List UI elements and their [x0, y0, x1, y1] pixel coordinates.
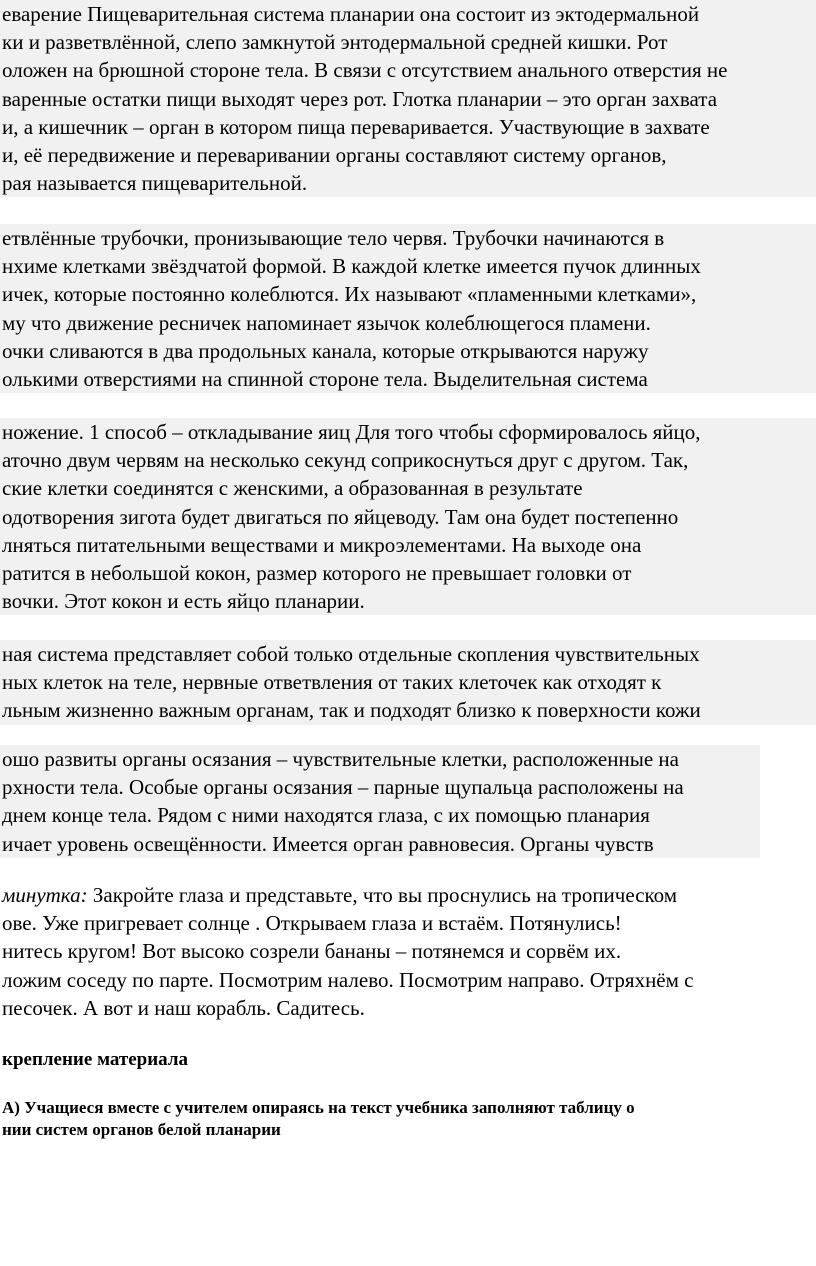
text-line: А) Учащиеся вместе с учителем опираясь на текст учебника заполняют таблицу о — [2, 1098, 635, 1117]
nervous-system-paragraph — [0, 640, 816, 725]
break-text: Закройте глаза и представьте, что вы проснулись на тропическом — [87, 883, 678, 907]
text-line: днем конце тела. Рядом с ними находятся глаза, с их помощью планария — [2, 803, 650, 828]
text-line: рая называется пищеварительной. — [2, 171, 308, 196]
senses-paragraph — [0, 745, 760, 858]
text-line: ножение. 1 способ – откладывание яиц Для того чтобы сформировалось яйцо, — [2, 420, 701, 444]
reproduction-paragraph — [0, 418, 816, 615]
text-line: му что движение ресничек напоминает язычок колеблющегося пламени. — [2, 310, 651, 335]
text-line: ная система представляет собой только отдельные скопления чувствительных — [2, 642, 700, 666]
excretion-paragraph — [0, 224, 816, 393]
task-paragraph — [0, 1097, 816, 1141]
physical-break-paragraph — [0, 881, 816, 1022]
text-line: ратится в небольшой кокон, размер которого не превышает головки от — [2, 561, 632, 586]
text-line: ове. Уже пригревает солнце . Открываем глаза и встаём. Потянулись! — [2, 911, 622, 936]
text-line: ичек, которые постоянно колеблются. Их называют «пламенными клетками», — [2, 282, 697, 307]
text-line: и, её передвижение и переваривании органы составляют систему органов, — [2, 143, 667, 168]
text-line: ных клеток на теле, нервные ответвления от таких клеточек как отходят к — [2, 670, 662, 695]
text-line: олькими отверстиями на спинной стороне тела. Выделительная система — [2, 367, 648, 392]
text-line: очки сливаются в два продольных канала, которые открываются наружу — [2, 338, 649, 363]
text-line: нитесь кругом! Вот высоко созрели бананы – потянемся и сорвём их. — [2, 939, 622, 964]
text-line: песочек. А вот и наш корабль. Садитесь. — [2, 995, 365, 1020]
text-line: еварение Пищеварительная система планарии она состоит из эктодермальной — [2, 2, 700, 26]
text-line: ские клетки соединятся с женскими, а образованная в результате — [2, 476, 583, 501]
text-line: и, а кишечник – орган в котором пища переваривается. Участвующие в захвате — [2, 114, 710, 139]
heading-text: крепление материала — [2, 1049, 188, 1070]
text-line: варенные остатки пищи выходят через рот. Глотка планарии – это орган захвата — [2, 86, 718, 111]
digestion-paragraph — [0, 0, 816, 197]
text-line: ки и разветвлённой, слепо замкнутой энтодермальной средней кишки. Рот — [2, 30, 668, 55]
text-line: нхиме клетками звёздчатой формой. В каждой клетке имеется пучок длинных — [2, 254, 701, 279]
text-line: нии систем органов белой планарии — [2, 1120, 281, 1139]
section-heading — [0, 1047, 816, 1073]
text-line: етвлённые трубочки, пронизывающие тело червя. Трубочки начинаются в — [2, 226, 665, 250]
text-line: ичает уровень освещённости. Имеется орган равновесия. Органы чувств — [2, 831, 654, 856]
text-line — [0, 881, 816, 909]
text-line: вочки. Этот кокон и есть яйцо планарии. — [2, 589, 365, 614]
text-line: одотворения зигота будет двигаться по яйцеводу. Там она будет постепенно — [2, 504, 679, 529]
text-line: ложим соседу по парте. Посмотрим налево. Посмотрим направо. Отряхнём с — [2, 967, 694, 992]
text-line: рхности тела. Особые органы осязания – парные щупальца расположены на — [2, 775, 684, 800]
break-label: минутка: — [2, 883, 88, 907]
text-line: оложен на брюшной стороне тела. В связи с отсутствием анального отверстия не — [2, 58, 728, 83]
text-line: аточно двум червям на несколько секунд соприкоснуться друг с другом. Так, — [2, 448, 689, 473]
text-line: лняться питательными веществами и микроэлементами. На выходе она — [2, 532, 642, 557]
text-line: ошо развиты органы осязания – чувствительные клетки, расположенные на — [2, 747, 679, 771]
text-line: льным жизненно важным органам, так и подходят близко к поверхности кожи — [2, 698, 701, 723]
